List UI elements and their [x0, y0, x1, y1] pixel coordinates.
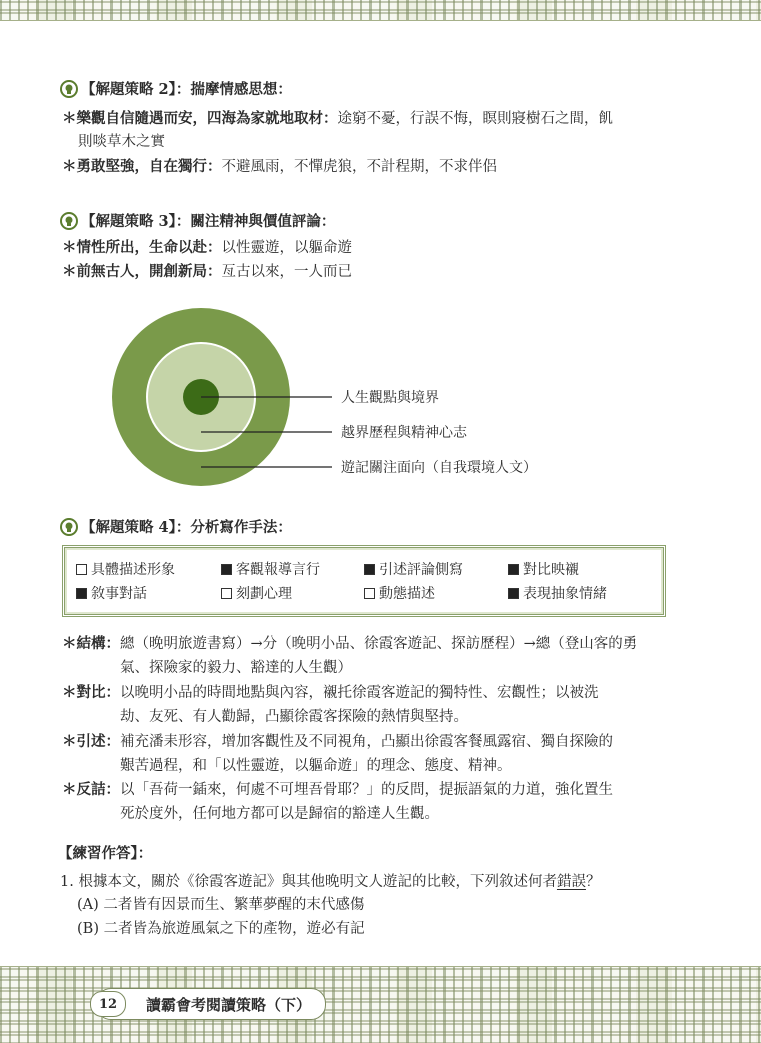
item-text: 以性靈遊，以軀命遊: [221, 240, 352, 256]
option-7: [508, 583, 607, 603]
option-6: [364, 583, 435, 603]
annotation-head: ＊對比：: [62, 684, 120, 701]
annotation-line: 劫、友死、有人勸歸，凸顯徐霞客探險的熱情與堅持。: [120, 709, 468, 725]
option-3: [508, 559, 579, 579]
annotation-contrast: [62, 681, 599, 725]
option-4: [76, 583, 147, 603]
option-label: 刻劃心理: [236, 586, 292, 602]
option-label: 對比映襯: [523, 562, 579, 578]
diagram-label-outer: 遊記關注面向（自我環境人文）: [341, 460, 537, 476]
concentric-circles-diagram: [110, 305, 350, 490]
choice-a[interactable]: (A) 二者皆有因景而生、繁華夢醒的末代感傷: [77, 897, 365, 913]
checkbox: [76, 564, 87, 575]
strategy3-item-2: [62, 261, 352, 283]
checkbox: [364, 564, 375, 575]
practice-title: 【練習作答】：: [58, 845, 153, 862]
item-head: ＊樂觀自信隨遇而安，四海為家就地取材：: [62, 110, 338, 127]
strategy4-title: 【解題策略 4】：分析寫作手法：: [81, 519, 292, 536]
strategy2-item-2: [62, 156, 497, 178]
option-label: 敘事對話: [91, 586, 147, 602]
strategy3-item-1: [62, 237, 352, 259]
lightbulb-icon: [60, 518, 78, 536]
page-number: 12: [90, 991, 126, 1017]
annotation-line: 氣、探險家的毅力、豁達的人生觀）: [120, 660, 352, 676]
item-text: 亙古以來，一人而已: [221, 264, 352, 280]
strategy2-item-1-cont: 則啖草木之實: [78, 134, 165, 150]
annotation-line: 以晚明小品的時間地點與內容，襯托徐霞客遊記的獨特性、宏觀性；以被洗: [120, 685, 599, 701]
diagram-label-inner: 人生觀點與境界: [341, 390, 439, 406]
lightbulb-icon: [60, 212, 78, 230]
practice-question: [60, 871, 600, 893]
option-0: [76, 559, 175, 579]
strategy4-heading: [60, 516, 292, 537]
annotation-head: ＊反詰：: [62, 781, 120, 798]
annotation-line: 死於度外，任何地方都可以是歸宿的豁達人生觀。: [120, 806, 439, 822]
option-1: [221, 559, 320, 579]
annotation-head: ＊引述：: [62, 733, 120, 750]
strategy3-heading: [60, 210, 335, 231]
annotation-line: 總（晚明旅遊書寫）→分（晚明小品、徐霞客遊記、探訪歷程）→總（登山客的勇: [120, 636, 638, 652]
annotation-structure: [62, 632, 638, 676]
checkbox: [221, 564, 232, 575]
strategy3-title: 【解題策略 3】：關注精神與價值評論：: [81, 213, 336, 230]
item-text: 不避風雨，不憚虎狼，不計程期，不求伴侶: [221, 159, 497, 175]
lightbulb-icon: [60, 80, 78, 98]
strategy2-title: 【解題策略 2】：揣摩情感思想：: [81, 81, 292, 98]
book-title: 讀霸會考閱讀策略（下）: [146, 996, 312, 1014]
question-emphasis: 錯誤: [556, 874, 586, 890]
choice-b[interactable]: (B) 二者皆為旅遊風氣之下的產物，遊必有記: [77, 921, 365, 937]
checkbox: [508, 588, 519, 599]
strategy2-item-1: [62, 108, 613, 130]
item-head: ＊情性所出，生命以赴：: [62, 239, 222, 256]
annotation-line: 以「吾荷一鍤來，何處不可埋吾骨耶？」的反問，提振語氣的力道，強化置生: [120, 782, 613, 798]
option-2: [364, 559, 463, 579]
option-label: 表現抽象情緒: [523, 586, 607, 602]
annotation-line: 補充潘耒形容，增加客觀性及不同視角，凸顯出徐霞客餐風露宿、獨自探險的: [120, 734, 613, 750]
annotation-rhetorical: [62, 778, 613, 822]
strategy2-heading: [60, 78, 292, 99]
item-text: 途窮不憂，行誤不悔，瞑則寢樹石之間，飢: [337, 111, 613, 127]
annotation-line: 艱苦過程，和「以性靈遊，以軀命遊」的理念、態度、精神。: [120, 758, 512, 774]
option-label: 客觀報導言行: [236, 562, 320, 578]
question-end: ？: [585, 874, 601, 890]
writing-technique-box: [62, 545, 666, 617]
checkbox: [221, 588, 232, 599]
annotation-head: ＊結構：: [62, 635, 120, 652]
diagram-label-middle: 越界歷程與精神心志: [341, 425, 467, 441]
option-label: 具體描述形象: [91, 562, 175, 578]
checkbox: [364, 588, 375, 599]
option-label: 動態描述: [379, 586, 435, 602]
question-text: 1. 根據本文，關於《徐霞客遊記》與其他晚明文人遊記的比較，下列敘述何者: [60, 874, 557, 890]
annotation-quotation: [62, 730, 613, 774]
checkbox: [508, 564, 519, 575]
checkbox: [76, 588, 87, 599]
item-head: ＊勇敢堅強，自在獨行：: [62, 158, 222, 175]
option-label: 引述評論側寫: [379, 562, 463, 578]
item-head: ＊前無古人，開創新局：: [62, 263, 222, 280]
option-5: [221, 583, 292, 603]
